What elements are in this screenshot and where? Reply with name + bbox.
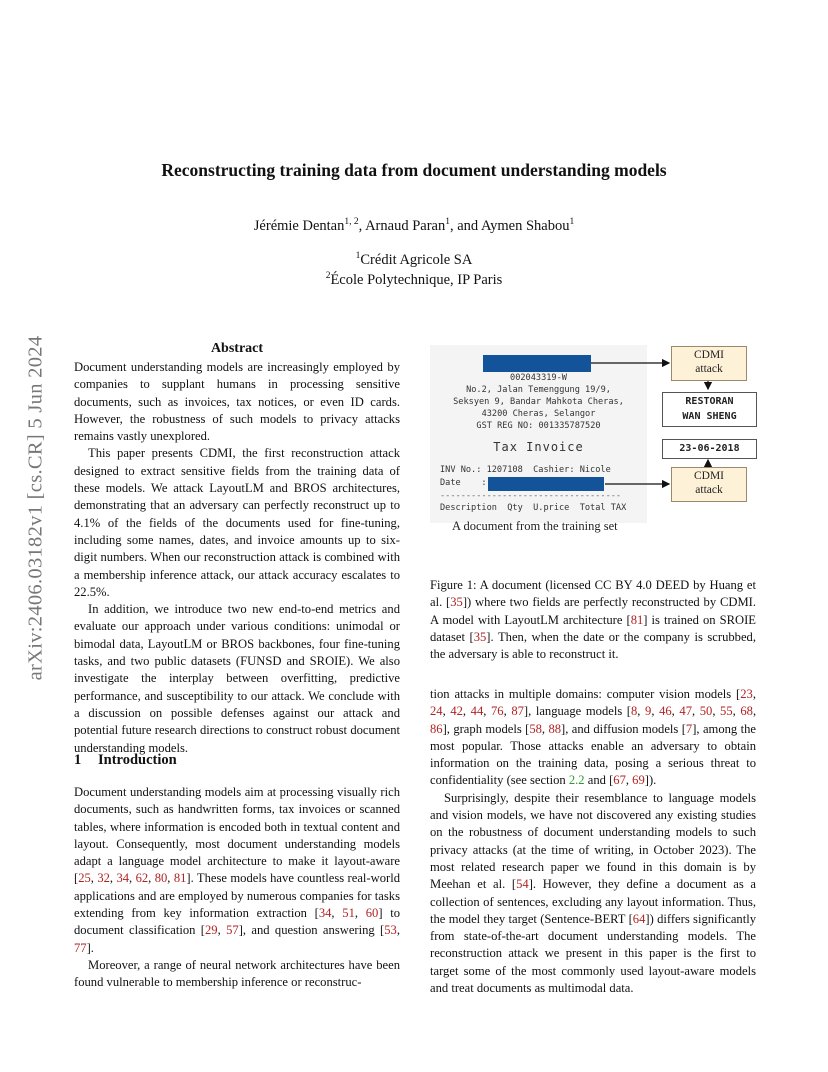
citation[interactable]: 8 — [631, 704, 638, 719]
abstract-paragraph: This paper presents CDMI, the first reconstruction attack designed to extract sensitive fields from the training data of these models. We attack LayoutLM and BROS architectures, demonstrating that an adversary can perfectly reconstruct up to 4.1% of the fields of the documents used for fine-tuning, including some names, dates, and invoice amounts up to six-digit numbers. When our reconstruction attack is combined with a membership inference attack, our attack accuracy escalates to 22.5%. — [74, 446, 400, 599]
author-affil-mark: 1 — [445, 217, 450, 227]
citation[interactable]: 47 — [679, 704, 692, 719]
figure-caption — [430, 577, 756, 663]
affiliation — [0, 271, 828, 289]
citation[interactable]: 35 — [450, 595, 463, 610]
citation[interactable]: 42 — [450, 704, 463, 719]
author-affil-mark: 1, 2 — [344, 217, 359, 227]
cdmi-label: attack — [695, 484, 723, 496]
citation[interactable]: 77 — [74, 940, 87, 955]
citation[interactable]: 24 — [430, 704, 443, 719]
affil-mark: 2 — [325, 271, 331, 281]
text-run: ]). — [644, 773, 657, 788]
text-run: ]. These models have countless real-world applications and are employed by numerous companies for tasks extending from key information extraction [ — [74, 871, 400, 921]
text-run: ]. However, they define a document as a collection of sentences, excluding any layout information. Thus, the model they target (Sentence-BERT [ — [430, 877, 756, 926]
citation-list: 29, 57 — [205, 923, 239, 938]
section-title: Introduction — [98, 752, 177, 768]
text-run: tion attacks in multiple domains: computer vision models [ — [430, 687, 741, 701]
citation[interactable]: 32 — [97, 871, 110, 886]
citation[interactable]: 46 — [659, 704, 672, 719]
citation-list: 58, 88 — [529, 721, 562, 736]
citation[interactable]: 80 — [154, 871, 168, 886]
arxiv-identifier-text: arXiv:2406.03182v1 [cs.CR] 5 Jun 2024 — [24, 335, 47, 681]
citation[interactable]: 62 — [135, 871, 149, 886]
text-run: ], language models [ — [523, 704, 631, 719]
citation[interactable]: 55 — [720, 704, 733, 719]
citation[interactable]: 87 — [511, 704, 524, 719]
citation[interactable]: 7 — [685, 721, 693, 736]
reconstructed-company-line: RESTORAN — [685, 396, 734, 407]
intro-paragraph-3 — [430, 686, 756, 790]
citation[interactable]: 44 — [470, 704, 484, 719]
author-list: Jérémie Dentan$^{1, 2}$, Arnaud Paran$^1$, and Aymen Shabou$^1$ — [253, 217, 575, 234]
reconstructed-date-box: 23-06-2018 — [662, 439, 757, 459]
affiliation — [0, 251, 828, 269]
citation[interactable]: 23 — [740, 687, 753, 701]
author-affil-mark: 1 — [569, 217, 575, 227]
section-link[interactable]: 2.2 — [568, 773, 585, 788]
receipt-heading: Tax Invoice — [493, 440, 584, 454]
text-run: ] to document classification [ — [74, 906, 401, 938]
citation[interactable]: 25 — [78, 871, 91, 886]
citation[interactable]: 35 — [473, 629, 487, 644]
author-name: Jérémie Dentan — [253, 217, 345, 234]
reconstructed-company-box — [662, 392, 757, 427]
intro-paragraph-2: Moreover, a range of neural network architectures have been found vulnerable to membership inference or reconstruc- — [74, 957, 400, 990]
citation-list: 8, 9, 46, 47, 50, 55, 68, 86 — [430, 704, 757, 736]
citation[interactable]: 86 — [430, 721, 443, 736]
intro-right-body — [430, 686, 756, 997]
citation[interactable]: 34 — [318, 906, 332, 921]
affil-mark: 1 — [355, 251, 361, 261]
receipt-line: 43200 Cheras, Selangor — [481, 409, 596, 419]
receipt-line: No.2, Jalan Temenggung 19/9, — [466, 385, 611, 395]
receipt-line: 002043319-W — [510, 373, 567, 383]
intro-left-body — [74, 784, 400, 992]
citation-list: 25, 32, 34, 62, 80, 81 — [78, 871, 187, 886]
citation[interactable]: 57 — [226, 923, 239, 938]
citation[interactable]: 67 — [613, 773, 626, 788]
intro-paragraph-4 — [430, 790, 756, 998]
text-run: ] is trained on SROIE dataset [ — [430, 612, 756, 644]
receipt-line: GST REG NO: 001335787520 — [476, 421, 601, 431]
text-run: ], among the most popular. Those attacks enable an adversary to obtain information on the training data, posing a serious threat to confidentiality (see section — [430, 721, 756, 788]
cdmi-attack-box-top — [671, 346, 747, 381]
author-name: Aymen Shabou — [480, 217, 570, 234]
citation[interactable]: 76 — [490, 704, 504, 719]
text-run: Document understanding models aim at processing visually rich documents, such as handwritten forms, tax invoices or scanned tables, where information is encoded both in textual content and layout. Consequently, most document understanding models adapt a language model architecture to make it layout-aware [ — [74, 785, 400, 886]
text-run: ], graph models [ — [442, 721, 530, 736]
figure-1 — [427, 342, 757, 538]
citation-list: 23, 24, 42, 44, 76, 87 — [430, 687, 756, 719]
affil-name: École Polytechnique, IP Paris — [330, 271, 503, 288]
receipt-columns: Description Qty U.price Total TAX — [440, 503, 627, 513]
receipt-line: Seksyen 9, Bandar Mahkota Cheras, — [453, 397, 624, 407]
text-run: ]) differs significantly from state-of-the-art document understanding models. The reconstruction attack we present in this paper is the first to target some of the most commonly used layout-aware models and treat documents as multimodal data. — [430, 911, 756, 996]
citation[interactable]: 81 — [173, 871, 187, 886]
text-run: ]. — [86, 940, 94, 955]
text-run: ]) where two fields are perfectly reconstructed by CDMI. A model with LayoutLM architecture [ — [430, 595, 756, 627]
citation[interactable]: 9 — [645, 704, 652, 719]
affil-name: Crédit Agricole SA — [360, 251, 473, 268]
abstract-body — [74, 359, 400, 757]
abstract-heading: Abstract — [210, 341, 264, 356]
cdmi-attack-box-bottom — [671, 467, 747, 502]
citation-list: 53, 77 — [74, 923, 400, 955]
citation[interactable]: 88 — [548, 721, 562, 736]
intro-paragraph-1 — [74, 784, 400, 957]
citation[interactable]: 51 — [342, 906, 355, 921]
receipt-inv-line: INV No.: 1207108 Cashier: Nicole — [440, 465, 611, 475]
citation-list: 34, 51, 60 — [318, 906, 379, 921]
paper-title: Reconstructing training data from document understanding models — [161, 160, 667, 180]
citation[interactable]: 53 — [384, 923, 397, 938]
citation[interactable]: 69 — [632, 773, 645, 788]
citation[interactable]: 29 — [205, 923, 218, 938]
receipt-date-line: Date : — [440, 478, 487, 488]
citation[interactable]: 64 — [632, 911, 646, 926]
text-run: and [ — [584, 773, 614, 788]
citation[interactable]: 68 — [740, 704, 753, 719]
section-heading — [74, 752, 177, 769]
citation[interactable]: 60 — [365, 906, 379, 921]
receipt-dashes: ----------------------------------- — [440, 491, 622, 501]
citation[interactable]: 58 — [529, 721, 542, 736]
cdmi-label: attack — [695, 363, 723, 375]
text-run: Figure 1: A document (licensed CC BY 4.0 DEED by Huang et al. [ — [430, 578, 756, 610]
text-run: ]. Then, when the date or the company is scrubbed, the adversary is able to reconstruct it. — [430, 629, 756, 662]
section-number: 1 — [74, 752, 82, 768]
figure-subcaption: A document from the training set — [452, 519, 618, 533]
text-run: ], and question answering [ — [238, 923, 385, 938]
cdmi-label: CDMI — [693, 349, 725, 361]
citation[interactable]: 34 — [116, 871, 130, 886]
author-name: Arnaud Paran — [365, 217, 446, 234]
reconstructed-company-line: WAN SHENG — [682, 411, 737, 422]
abstract-paragraph: Document understanding models are increasingly employed by companies to supplant humans in processing sensitive documents, such as invoices, tax notices, or even ID cards. However, the robustness of such models to privacy attacks remains vastly unexplored. — [74, 360, 400, 444]
text-run: ], and diffusion models [ — [561, 721, 686, 736]
citation[interactable]: 81 — [630, 612, 644, 627]
citation[interactable]: 54 — [516, 877, 529, 892]
citation[interactable]: 50 — [699, 704, 713, 719]
abstract-paragraph: In addition, we introduce two new end-to-end metrics and evaluate our approach under various conditions: unimodal or bimodal data, LayoutLM or BROS backbones, four fine-tuning tasks, and two public datasets (FUNSD and SROIE). We also investigate the interplay between overfitting, predictive performance, and susceptibility to our attack. We conclude with a discussion on possible defenses against our attack and potential future research directions to construct robust document understanding models. — [74, 602, 400, 755]
arxiv-identifier — [16, 298, 56, 718]
cdmi-label: CDMI — [693, 470, 725, 482]
citation-list: 67, 69 — [613, 773, 645, 788]
text-run: Surprisingly, despite their resemblance to language models and vision models, we have not discovered any existing studies on the robustness of document understanding models to such privacy attacks (at the time of writing, in October 2023). The most related research paper we found in this domain is by Meehan et al. [ — [430, 790, 756, 892]
